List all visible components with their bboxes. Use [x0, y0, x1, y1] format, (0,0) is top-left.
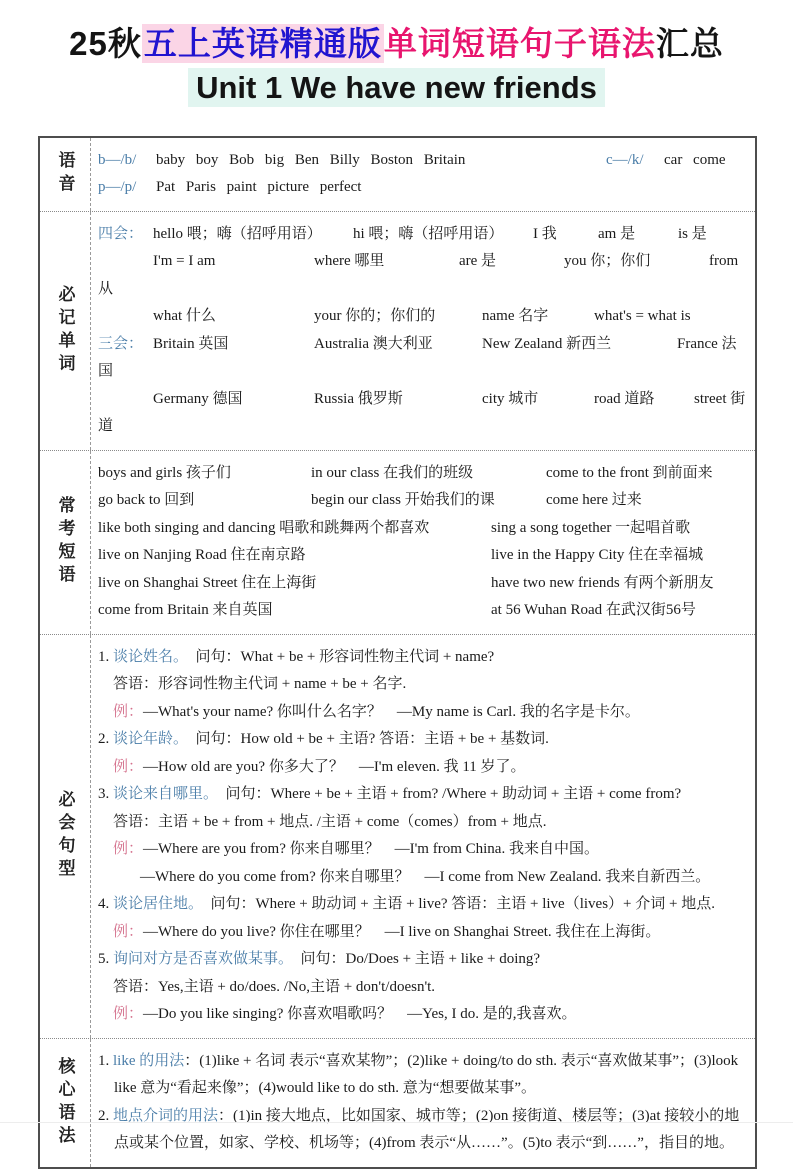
phrase-entry: sing a song together 一起唱首歌	[491, 519, 691, 536]
section-content	[91, 212, 755, 450]
content-row	[98, 303, 749, 331]
content-row	[98, 864, 749, 892]
grammar-text: ：(1)in 接大地点，比如国家、城市等；(2)on 接街道、楼层等；(3)at 接较小的地点或某个位置，如家、学校、机场等；(4)from 表示“从……”。(5)to 表示“到……”，指目的地。	[114, 1107, 740, 1152]
word-entry: Russia 俄罗斯	[314, 390, 403, 407]
table-section	[40, 635, 755, 1039]
example-text: —What's your name? 你叫什么名字？ —My name is Carl. 我的名字是卡尔。	[143, 703, 640, 720]
content-row	[98, 174, 749, 202]
example-text: —Where are you from? 你来自哪里？ —I'm from China. 我来自中国。	[143, 841, 599, 858]
phonic-rule-c: c—/k/	[606, 151, 644, 168]
phonic-rule-p: p—/p/	[98, 179, 137, 196]
content-row	[98, 386, 749, 441]
phrase-entry: live on Shanghai Street 住在上海街	[98, 574, 317, 591]
content-row	[98, 891, 749, 919]
grammar-topic: like 的用法	[113, 1052, 185, 1069]
example-text: —Where do you live? 你住在哪里？ —I live on Shanghai Street. 我住在上海街。	[143, 923, 661, 940]
pattern-question: 问句：How old + be + 主语? 答语：主语 + be + 基数词.	[180, 731, 549, 748]
content-row	[98, 331, 749, 386]
section-content	[91, 451, 755, 634]
title-term: 25秋	[69, 25, 142, 62]
phrase-entry: live on Nanjing Road 住在南京路	[98, 547, 306, 564]
content-row	[98, 542, 749, 570]
pattern-answer: 答语：主语 + be + from + 地点. /主语 + come（comes）from + 地点.	[113, 813, 547, 830]
example-label: 例：	[113, 758, 144, 775]
word-entry: name 名字	[482, 308, 549, 325]
content-row	[98, 570, 749, 598]
section-content	[91, 138, 755, 211]
example-text: —How old are you? 你多大了？ —I'm eleven. 我 11 岁了。	[143, 758, 526, 775]
pattern-topic: 谈论年龄。	[113, 731, 181, 748]
pattern-question: 问句：Where + 助动词 + 主语 + live? 答语：主语 + live（lives）+ 介词 + 地点.	[195, 896, 715, 913]
phonic-words-b: baby boy Bob big Ben Billy Boston Britain	[156, 151, 466, 168]
section-content	[91, 1039, 755, 1167]
table-section	[40, 212, 755, 451]
content-row	[98, 221, 749, 249]
phrase-entry: begin our class 开始我们的课	[311, 492, 495, 509]
word-entry: what's = what is	[594, 308, 691, 325]
unit-title	[0, 70, 793, 106]
phrase-entry: come from Britain 来自英国	[98, 602, 273, 619]
phonic-words-c: car come	[664, 151, 726, 168]
word-entry: your 你的；你们的	[314, 308, 436, 325]
title-suffix: 汇总	[655, 25, 724, 62]
word-entry: what 什么	[153, 308, 216, 325]
content-row	[98, 1048, 749, 1103]
word-entry: Germany 德国	[153, 390, 243, 407]
word-entry: Australia 澳大利亚	[314, 335, 433, 352]
pattern-question: 问句：Where + be + 主语 + from? /Where + 助动词 + 主语 + come from?	[210, 786, 682, 803]
item-number: 5.	[98, 951, 113, 968]
content-row	[98, 460, 749, 488]
page-edge-line	[0, 1122, 793, 1123]
word-entry: I 我	[533, 225, 557, 242]
word-entry: from 从	[98, 253, 739, 297]
content-row	[98, 836, 749, 864]
item-number: 3.	[98, 786, 113, 803]
content-row	[98, 671, 749, 699]
word-entry: New Zealand 新西兰	[482, 335, 612, 352]
section-label-text: 必记单词	[55, 284, 75, 377]
section-label	[40, 635, 91, 1038]
example-label: 例：	[113, 703, 144, 720]
section-label-text: 核心语法	[55, 1056, 75, 1149]
example-label: 例：	[113, 841, 144, 858]
item-number: 2.	[98, 731, 113, 748]
phrase-entry: have two new friends 有两个新朋友	[491, 574, 714, 591]
content-row	[98, 699, 749, 727]
section-label-text: 常考短语	[55, 496, 75, 589]
pattern-answer: 答语：形容词性物主代词 + name + be + 名字.	[113, 676, 407, 693]
word-entry: where 哪里	[314, 253, 385, 270]
content-row	[98, 781, 749, 809]
content-row	[98, 809, 749, 837]
grammar-topic: 地点介词的用法	[113, 1107, 219, 1124]
content-row	[98, 974, 749, 1002]
pattern-topic: 谈论居住地。	[113, 896, 196, 913]
content-row	[98, 248, 749, 303]
content-row	[98, 919, 749, 947]
pattern-topic: 询问对方是否喜欢做某事。	[113, 951, 286, 968]
phrase-entry: come here 过来	[546, 492, 642, 509]
phrase-entry: in our class 在我们的班级	[311, 464, 474, 481]
content-row	[98, 754, 749, 782]
example-label: 例：	[113, 1006, 144, 1023]
study-sheet-page	[0, 24, 793, 1152]
content-row	[98, 147, 749, 175]
item-number: 1.	[98, 1052, 113, 1069]
word-entry: are 是	[459, 253, 497, 270]
phonic-rule-b: b—/b/	[98, 151, 137, 168]
word-entry: France 法国	[98, 335, 737, 380]
section-label-text: 语音	[55, 151, 75, 198]
section-label	[40, 138, 91, 211]
content-row	[98, 1103, 749, 1158]
content-row	[98, 1001, 749, 1029]
content-row	[98, 946, 749, 974]
pattern-answer: 答语：Yes,主语 + do/does. /No,主语 + don't/doesn't.	[113, 978, 436, 995]
word-entry: street 街道	[98, 390, 746, 435]
word-entry: I'm = I am	[153, 253, 216, 270]
content-row	[98, 487, 749, 515]
page-title	[0, 24, 793, 64]
word-entry: Britain 英国	[153, 335, 229, 352]
word-entry: hi 喂；嗨（招呼用语）	[353, 225, 504, 242]
summary-table	[38, 136, 757, 1169]
example-text: —Do you like singing? 你喜欢唱歌吗？ —Yes, I do. 是的,我喜欢。	[143, 1006, 577, 1023]
word-entry: city 城市	[482, 390, 539, 407]
level-label: 四会：	[98, 225, 144, 242]
table-section	[40, 1039, 755, 1167]
word-entry: is 是	[678, 225, 707, 242]
content-row	[98, 597, 749, 625]
section-content	[91, 635, 755, 1038]
item-number: 4.	[98, 896, 113, 913]
phrase-entry: boys and girls 孩子们	[98, 464, 231, 481]
pattern-question: 问句：What + be + 形容词性物主代词 + name?	[180, 648, 495, 665]
word-entry: you 你；你们	[564, 253, 651, 270]
section-label	[40, 451, 91, 634]
phonic-words-p: Pat Paris paint picture perfect	[156, 179, 362, 196]
word-entry: hello 喂；嗨（招呼用语）	[153, 225, 322, 242]
phrase-entry: live in the Happy City 住在幸福城	[491, 547, 704, 564]
grammar-text: ：(1)like + 名词 表示“喜欢某物”；(2)like + doing/to do sth. 表示“喜欢做某事”；(3)look like 意为“看起来像”；(4)would like to do sth. 意为“想要做某事”。	[114, 1052, 739, 1097]
example-text: —Where do you come from? 你来自哪里？ —I come from New Zealand. 我来自新西兰。	[140, 868, 711, 885]
pattern-topic: 谈论来自哪里。	[113, 786, 211, 803]
section-label	[40, 212, 91, 450]
pattern-question: 问句：Do/Does + 主语 + like + doing?	[285, 951, 541, 968]
content-row	[98, 726, 749, 754]
item-number: 2.	[98, 1107, 113, 1124]
item-number: 1.	[98, 648, 113, 665]
content-row	[98, 644, 749, 672]
pattern-topic: 谈论姓名。	[113, 648, 181, 665]
table-section	[40, 451, 755, 635]
title-topics: 单词短语句子语法	[383, 25, 656, 62]
table-section	[40, 138, 755, 212]
title-edition: 五上英语精通版	[143, 25, 382, 62]
phrase-entry: come to the front 到前面来	[546, 464, 713, 481]
content-row	[98, 515, 749, 543]
section-label	[40, 1039, 91, 1167]
phrase-entry: like both singing and dancing 唱歌和跳舞两个都喜欢	[98, 519, 430, 536]
phrase-entry: at 56 Wuhan Road 在武汉街56号	[491, 602, 696, 619]
word-entry: am 是	[598, 225, 636, 242]
level-label: 三会：	[98, 335, 144, 352]
unit-title-text: Unit 1 We have new friends	[188, 68, 605, 107]
phrase-entry: go back to 回到	[98, 492, 195, 509]
section-label-text: 必会句型	[55, 790, 75, 883]
example-label: 例：	[113, 923, 144, 940]
word-entry: road 道路	[594, 390, 655, 407]
